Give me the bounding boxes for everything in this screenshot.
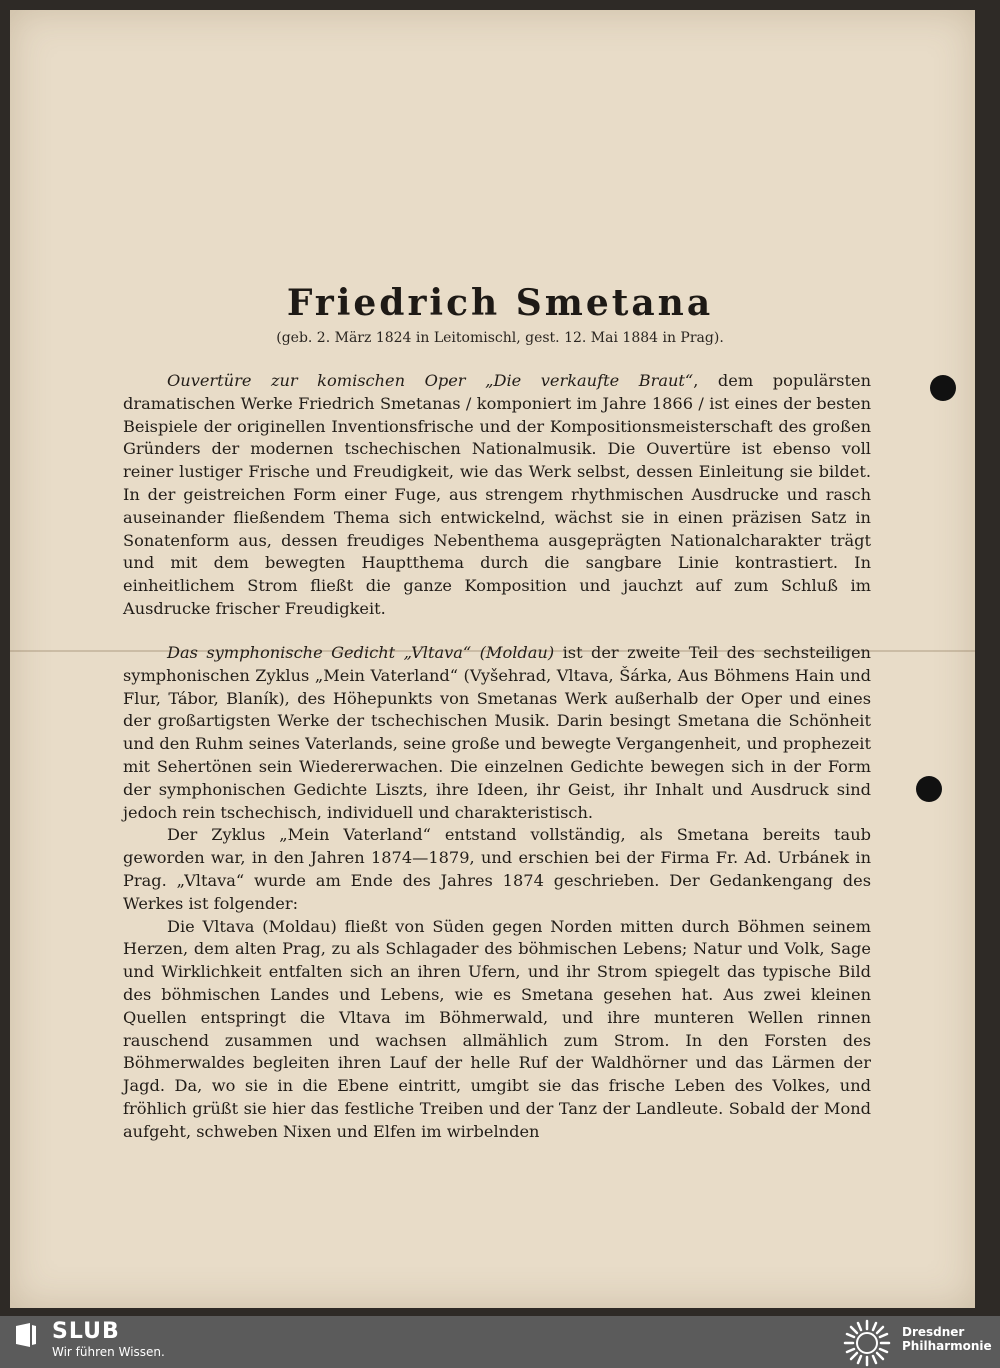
page-title: Friedrich Smetana	[286, 282, 714, 324]
work-title: Das symphonische Gedicht „Vltava“ (Moldau)	[167, 643, 555, 662]
paragraph-text: , dem populärsten dramatischen Werke Friedrich Smetanas / komponiert im Jahre 1866 / ist eines der besten Beispiele der originellen Inventionsfrische und der Kompositionsmeisterschaft des großen Gründers der modernen tschechischen Nationalmusik. Die Ouvertüre ist ebenso voll reiner lustiger Frische und Freudigkeit, wie das Werk selbst, dessen Einleitung sie bildet. In der geistreichen Form einer Fuge, aus strengem rhythmischen Ausdrucke und rasch auseinander fließendem Thema sich entwickelnd, wächst sie in einen präzisen Satz in Sonatenform aus, dessen freudiges Nebenthema ausgeprägten Nationalcharakter trägt und mit dem bewegten Hauptthema durch die sangbare Linie kontrastiert. In einheitlichem Strom fließt die ganze Komposition und jauchzt auf zum Schluß im Ausdrucke frischer Freudigkeit.	[123, 371, 871, 618]
philharmonie-line1: Dresdner	[902, 1325, 965, 1339]
overture-section	[123, 370, 871, 621]
slub-name[interactable]: SLUB	[52, 1319, 120, 1344]
paragraph: Die Vltava (Moldau) fließt von Süden gegen Norden mitten durch Böhmen seinem Herzen, dem alten Prag, zu als Schlagader des böhmischen Lebens; Natur und Volk, Sage und Wirklichkeit entfalten sich an ihren Ufern, und ihr Strom spiegelt das typische Bild des böhmischen Landes und Lebens, wie es Smetana gesehen hat. Aus zwei kleinen Quellen entspringt die Vltava im Böhmerwald, und ihre munteren Wellen rinnen rauschend zusammen und wachsen allmählich zum Strom. In den Forsten des Böhmerwaldes begleiten ihren Lauf der helle Ruf der Waldhörner und das Lärmen der Jagd. Da, wo sie in die Ebene eintritt, umgibt sie das frische Leben des Volkes, und fröhlich grüßt sie hier das festliche Treiben und der Tanz der Landleute. Sobald der Mond aufgeht, schweben Nixen und Elfen im wirbelnden	[123, 916, 871, 1141]
paragraph-text: ist der zweite Teil des sechsteiligen symphonischen Zyklus „Mein Vaterland“ (Vyšehrad, Vltava, Šárka, Aus Böhmens Hain und Flur, Tábor, Blaník), des Höhepunkts von Smetanas Werk außerhalb der Oper und eines der großartigsten Werke der tschechischen Musik. Darin besingt Smetana die Schönheit und den Ruhm seines Vaterlands, seine große und bewegte Vergangenheit, und prophezeit mit Sehertönen sein Wiedererwachen. Die einzelnen Gedichte bewegen sich in der Form der symphonischen Gedichte Liszts, ihre Ideen, ihr Geist, ihr Inhalt und Ausdruck sind jedoch rein tschechisch, individuell und charakteristisch.	[123, 643, 871, 822]
paragraph	[123, 642, 871, 824]
slub-tagline: Wir führen Wissen.	[52, 1345, 165, 1359]
punch-hole	[930, 375, 956, 401]
paragraph	[123, 370, 871, 621]
footer-bar	[0, 1316, 1000, 1363]
philharmonie-name[interactable]	[902, 1325, 992, 1353]
moldau-section	[123, 642, 871, 1144]
work-title: Ouvertüre zur komischen Oper „Die verkaufte Braut“	[167, 371, 694, 390]
paragraph: Der Zyklus „Mein Vaterland“ entstand vollständig, als Smetana bereits taub geworden war, in den Jahren 1874—1879, und erschien bei der Firma Fr. Ad. Urbánek in Prag. „Vltava“ wurde am Ende des Jahres 1874 geschrieben. Der Gedankengang des Werkes ist folgender:	[123, 825, 871, 913]
slub-logo-icon	[14, 1322, 38, 1348]
philharmonie-logo-icon	[842, 1318, 892, 1368]
page-subtitle: (geb. 2. März 1824 in Leitomischl, gest. 12. Mai 1884 in Prag).	[276, 330, 724, 346]
philharmonie-line2: Philharmonie	[902, 1339, 992, 1353]
punch-hole	[916, 776, 942, 802]
